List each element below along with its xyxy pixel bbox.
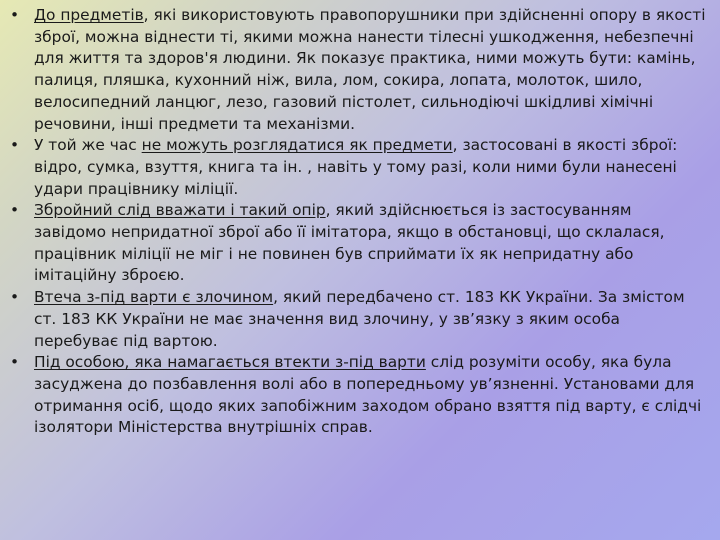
bullet-item (10, 135, 708, 200)
bullet-text: , які використовують правопорушники при здійсненні опору в якості зброї, можна віднести ті, якими можна нанести тілесні ушкодження, небезпечні для життя та здоров'я людини. Як показує практика, ними можуть бути: камінь, палиця, пляшка, кухонний ніж, вила, лом, сокира, лопата, молоток, шило, велосипедний ланцюг, лезо, газовий пістолет, сильнодіючі шкідливі хімічні речовини, інші предмети та механізми. (34, 6, 706, 133)
bullet-list (10, 5, 708, 439)
underlined-term: Під особою, яка намагається втекти з-під варти (34, 353, 426, 372)
bullet-marker: • (10, 201, 20, 220)
bullet-marker: • (10, 6, 20, 24)
bullet-item (10, 287, 708, 352)
bullet-item (10, 200, 708, 287)
underlined-term: До предметів (34, 6, 144, 24)
bullet-item (10, 352, 708, 439)
underlined-term: Втеча з-під варти є злочином (34, 288, 274, 307)
bullet-text: , який передбачено ст. 183 КК України. За змістом ст. 183 КК України не має значення вид злочину, у зв’язку з яким особа перебуває під вартою. (34, 288, 685, 350)
bullet-text-lead: У той же час (34, 136, 142, 155)
bullet-marker: • (10, 136, 20, 155)
bullet-marker: • (10, 353, 20, 372)
underlined-term: не можуть розглядатися як предмети (141, 136, 453, 155)
bullet-item (10, 5, 708, 135)
underlined-term: Збройний слід вважати і такий опір (34, 201, 326, 220)
bullet-marker: • (10, 288, 20, 307)
bullet-text: , який здійснюється із застосуванням завідомо непридатної зброї або її імітатора, якщо в обстановці, що склалася, працівник міліції не міг і не повинен був сприймати їх як непридатну або імітаційну зброєю. (34, 201, 665, 285)
bullet-text: слід розуміти особу, яка була засуджена до позбавлення волі або в попередньому ув’язненні. Установами для отримання осіб, щодо яких запобіжним заходом обрано взяття під варту, є слідчі ізолятори Міністерства внутрішніх справ. (34, 353, 702, 437)
bullet-text: , застосовані в якості зброї: відро, сумка, взуття, книга та ін. , навіть у тому разі, коли ними були нанесені удари працівнику міліції. (34, 136, 678, 198)
